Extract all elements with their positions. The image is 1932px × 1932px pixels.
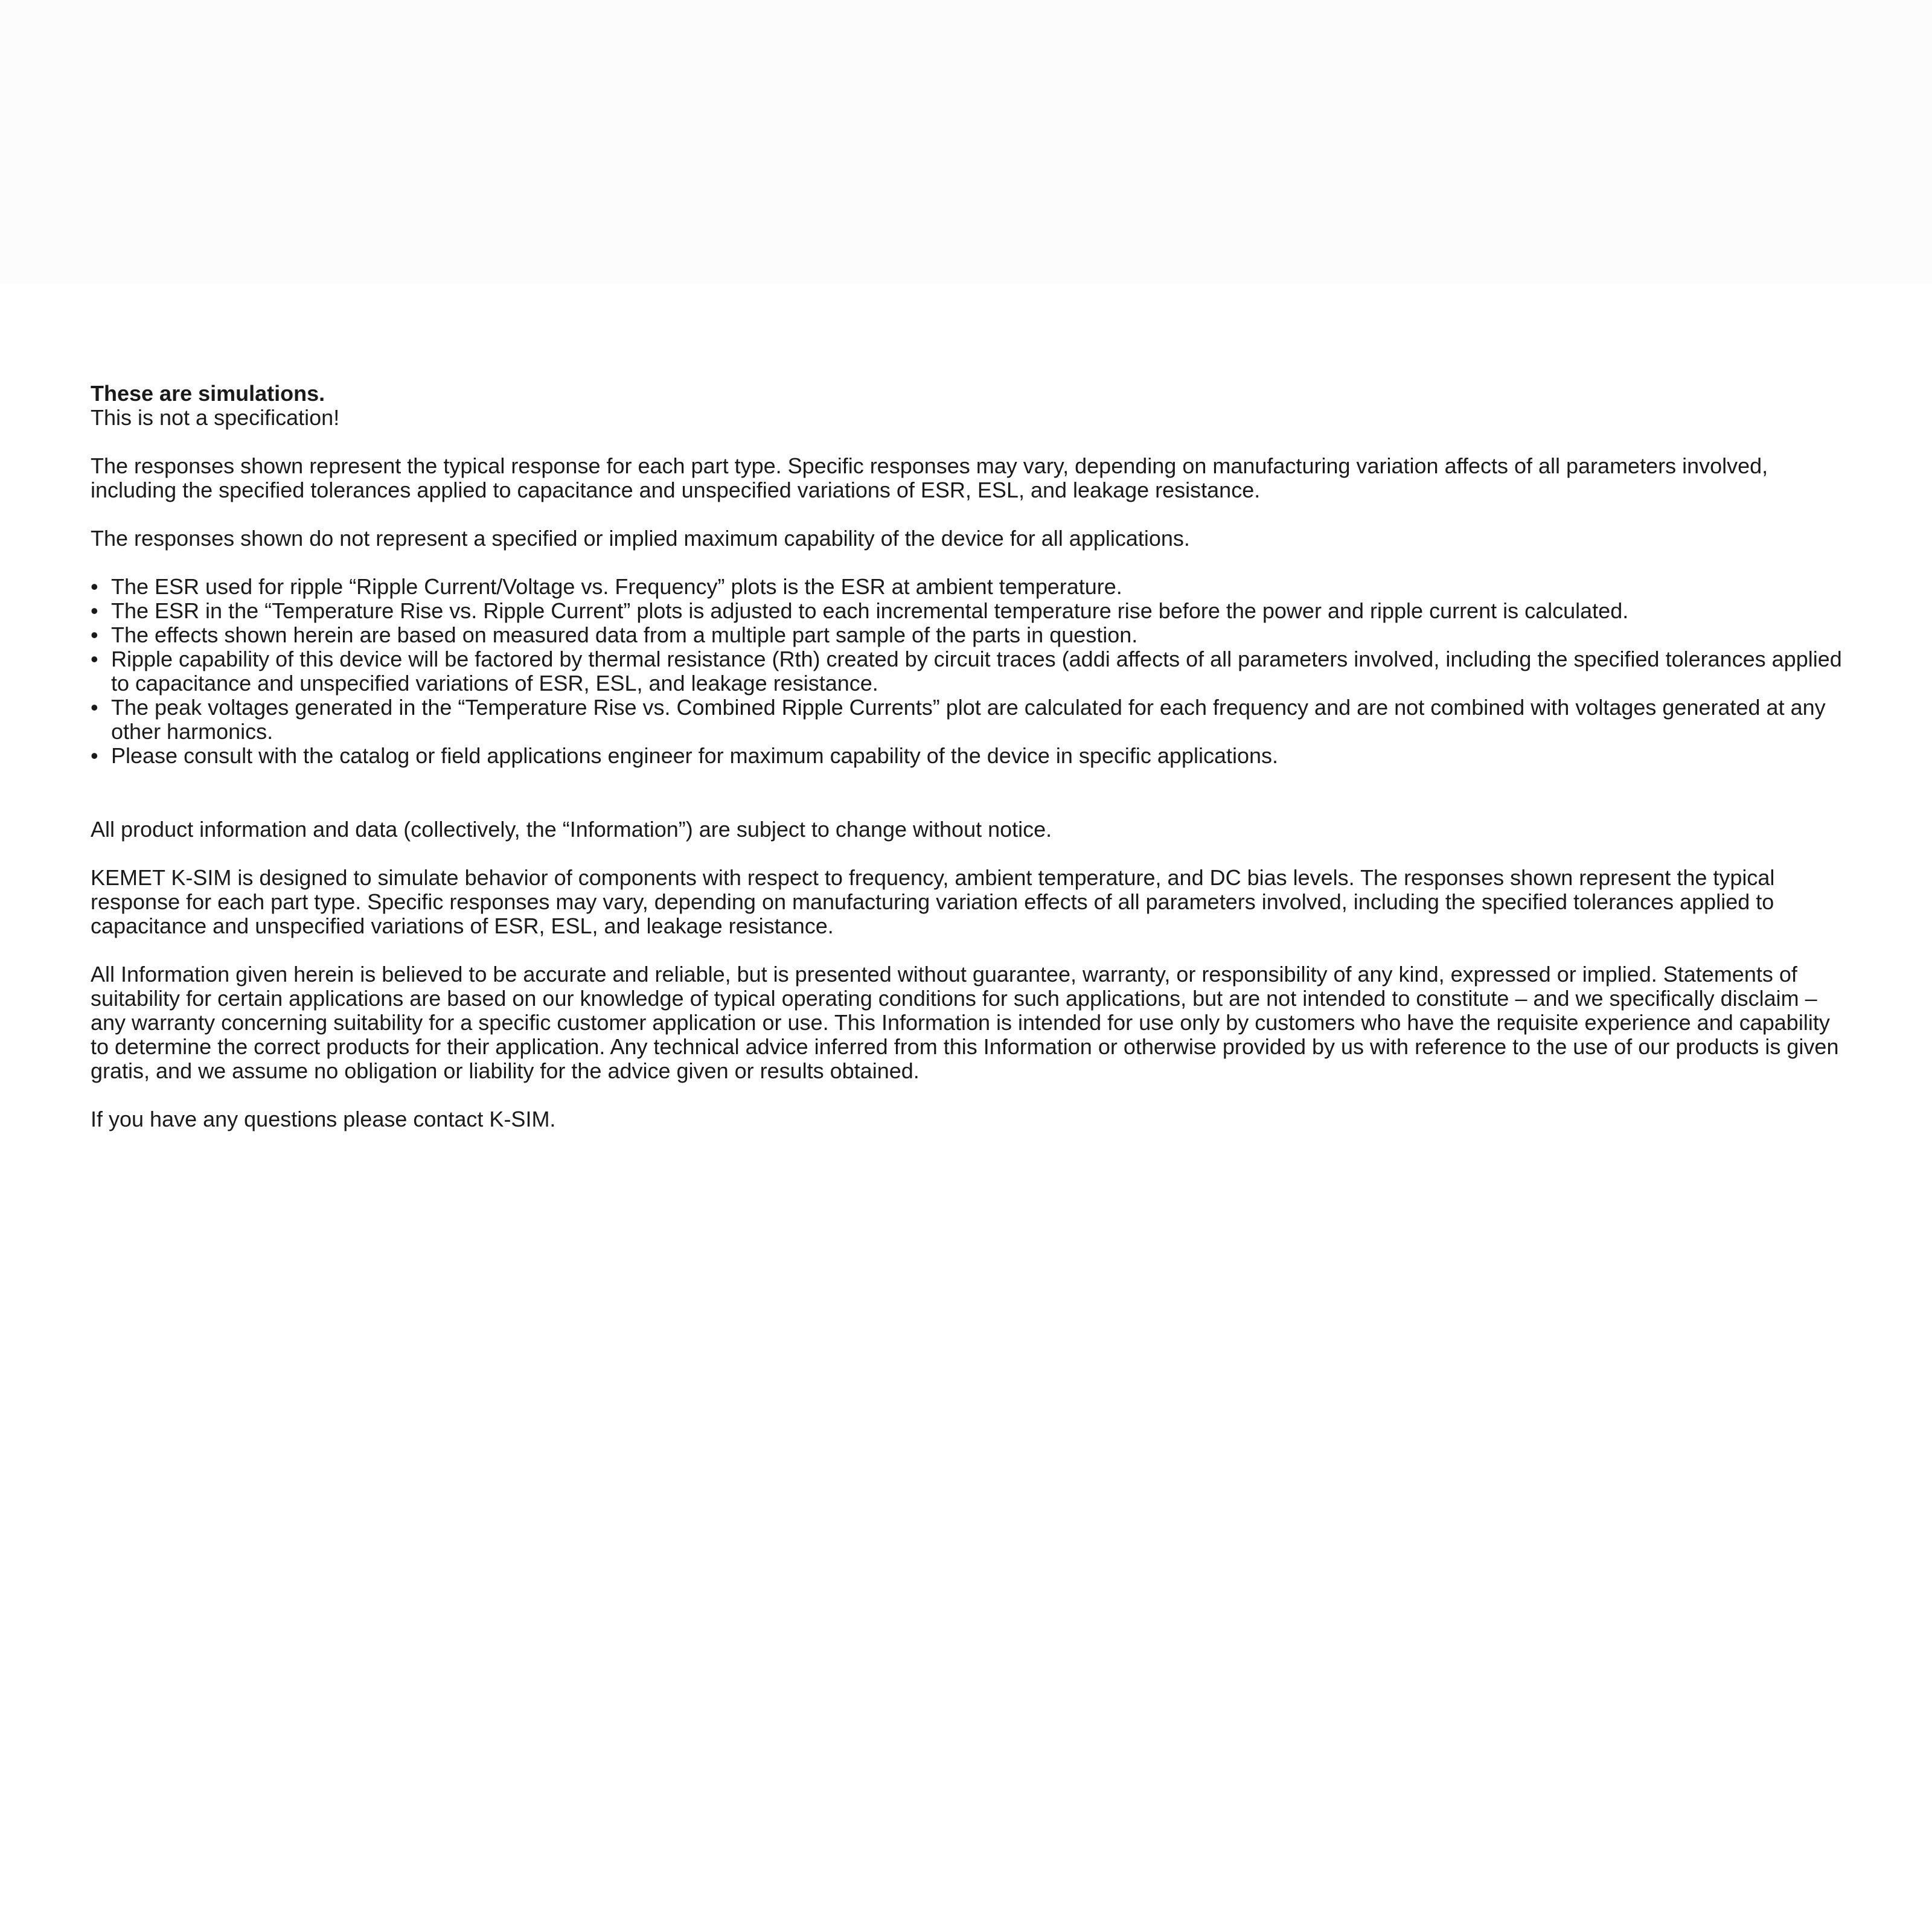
- list-item: • Please consult with the catalog or field applications engineer for maximum capability of the device in specific applications.: [91, 744, 1854, 768]
- list-item: • The ESR used for ripple “Ripple Current/Voltage vs. Frequency” plots is the ESR at ambient temperature.: [91, 575, 1854, 599]
- ksim-description-paragraph: KEMET K-SIM is designed to simulate behavior of components with respect to frequency, ambient temperature, and DC bias levels. The responses shown represent the typical response for each part type. Specific responses may vary, depending on manufacturing variation effects of all parameters involved, including the specified tolerances applied to capacitance and unspecified variations of ESR, ESL, and leakage resistance.: [91, 865, 1775, 938]
- list-item: • The peak voltages generated in the “Temperature Rise vs. Combined Ripple Currents” plot are calculated for each frequency and are not combined with voltages generated at any other harmonics.: [91, 696, 1854, 744]
- warranty-disclaimer-paragraph: All Information given herein is believed to be accurate and reliable, but is presented without guarantee, warranty, or responsibility of any kind, expressed or implied. Statements of suitability for certain applications are based on our knowledge of typical operating conditions for such applications, but are not intended to constitute – and we specifically disclaim – any warranty concerning suitability for a specific customer application or use. This Information is intended for use only by customers who have the requisite experience and capability to determine the correct products for their application. Any technical advice inferred from this Information or otherwise provided by us with reference to the use of our products is given gratis, and we assume no obligation or liability for the advice given or results obtained.: [91, 962, 1839, 1083]
- list-item: • The effects shown herein are based on measured data from a multiple part sample of the parts in question.: [91, 623, 1854, 647]
- contact-paragraph: If you have any questions please contact K-SIM.: [91, 1107, 556, 1131]
- typical-response-paragraph: The responses shown represent the typical response for each part type. Specific responses may vary, depending on manufacturing variation affects of all parameters involved, including the specified tolerances applied to capacitance and unspecified variations of ESR, ESL, and leakage resistance.: [91, 453, 1768, 502]
- disclaimer-text: [91, 382, 1854, 1131]
- notes-list: [91, 575, 1854, 768]
- list-item: • The ESR in the “Temperature Rise vs. Ripple Current” plots is adjusted to each incremental temperature rise before the power and ripple current is calculated.: [91, 599, 1854, 623]
- simulation-heading: These are simulations.: [91, 381, 325, 406]
- capability-paragraph: The responses shown do not represent a specified or implied maximum capability of the device for all applications.: [91, 526, 1190, 551]
- header-band: [0, 0, 1932, 284]
- list-item: • Ripple capability of this device will be factored by thermal resistance (Rth) created by circuit traces (addi affects of all parameters involved, including the specified tolerances applied to capacitance and unspecified variations of ESR, ESL, and leakage resistance.: [91, 647, 1854, 696]
- specification-notice: This is not a specification!: [91, 405, 340, 430]
- information-change-paragraph: All product information and data (collectively, the “Information”) are subject to change without notice.: [91, 817, 1052, 842]
